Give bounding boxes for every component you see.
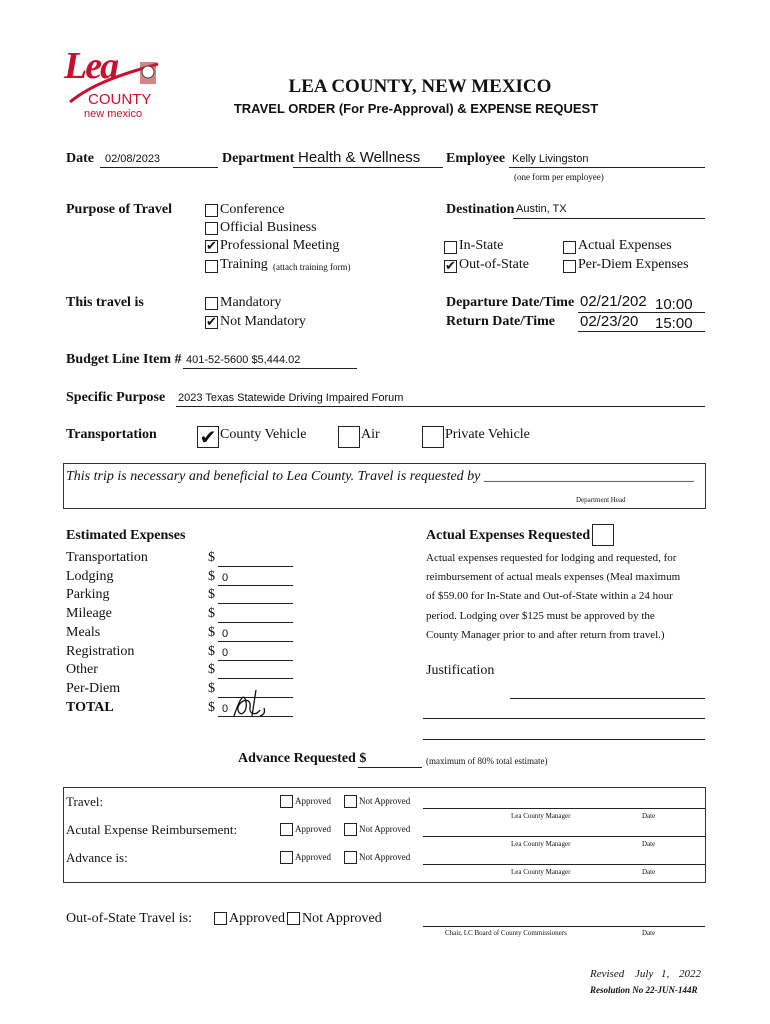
mandatory-checkbox[interactable] — [205, 297, 218, 310]
actual-expenses-checkbox-large[interactable] — [592, 524, 614, 546]
travel-is-label: This travel is — [66, 295, 144, 310]
expense-currency: $ — [208, 681, 215, 696]
date-label: Date — [66, 151, 94, 166]
outofstate-not-approved-checkbox[interactable] — [287, 912, 300, 925]
air-checkbox[interactable] — [338, 426, 360, 448]
private-vehicle-checkbox[interactable] — [422, 426, 444, 448]
advance-requested-label: Advance Requested $ — [238, 751, 367, 766]
specific-purpose-underline — [176, 406, 705, 407]
revised-line — [590, 968, 708, 982]
expense-underline — [218, 660, 293, 661]
logo-county-text: COUNTY — [88, 91, 152, 108]
expense-underline — [218, 622, 293, 623]
return-label: Return Date/Time — [446, 314, 555, 329]
revised-word: Revised — [590, 968, 625, 980]
approval-signature-line — [423, 864, 705, 865]
expense-label-other: Other — [66, 662, 98, 677]
page-title: LEA COUNTY, NEW MEXICO — [288, 76, 552, 97]
perdiem-expenses-checkbox[interactable] — [563, 260, 576, 273]
purpose-training-checkbox[interactable] — [205, 260, 218, 273]
request-statement-box — [63, 463, 706, 509]
approval-approved-checkbox[interactable] — [280, 851, 293, 864]
transportation-label: Transportation — [66, 427, 157, 442]
outofstate-label: Out-of-State — [459, 257, 529, 272]
department-label: Department — [222, 151, 295, 166]
outofstate-travel-label: Out-of-State Travel is: — [66, 911, 192, 926]
departure-label: Departure Date/Time — [446, 295, 575, 310]
expense-underline — [218, 641, 293, 642]
expense-label-registration: Registration — [66, 644, 135, 659]
departure-time[interactable]: 10:00 — [655, 296, 693, 313]
expense-label-mileage: Mileage — [66, 606, 112, 621]
logo-lea-text: Lea — [64, 45, 118, 87]
expense-value[interactable]: 0 — [222, 628, 229, 640]
actual-expenses-text-line: reimbursement of actual meals expenses (Meal maximum — [426, 571, 681, 584]
outofstate-approved-label: Approved — [229, 911, 285, 926]
actual-expenses-text-line: County Manager prior to and after return from travel.) — [426, 628, 665, 641]
expense-currency: $ — [208, 644, 215, 659]
expense-currency: $ — [208, 550, 215, 565]
expense-underline — [218, 678, 293, 679]
expense-label-per-diem: Per-Diem — [66, 681, 121, 696]
expense-label-transportation: Transportation — [66, 550, 148, 565]
destination-label: Destination — [446, 202, 515, 217]
approval-date-label: Date — [642, 812, 656, 820]
actual-expenses-heading: Actual Expenses Requested — [426, 528, 591, 543]
outofstate-checkbox[interactable]: ✔ — [445, 259, 456, 274]
approval-approved-label: Approved — [295, 852, 331, 862]
budget-label: Budget Line Item # — [66, 352, 182, 367]
approval-signature-line — [423, 836, 705, 837]
department-underline — [293, 167, 443, 168]
advance-note: (maximum of 80% total estimate) — [426, 756, 548, 766]
perdiem-expenses-label: Per-Diem Expenses — [578, 257, 689, 272]
purpose-official-business-label: Official Business — [220, 220, 317, 235]
approval-row-label: Advance is: — [66, 850, 128, 865]
expense-label-parking: Parking — [66, 587, 110, 602]
instate-label: In-State — [459, 238, 504, 253]
page-subtitle: TRAVEL ORDER (For Pre-Approval) & EXPENSE REQUEST — [233, 101, 599, 116]
expense-label-lodging: Lodging — [66, 569, 114, 584]
destination-value[interactable]: Austin, TX — [516, 203, 567, 215]
employee-value[interactable]: Kelly Livingston — [512, 153, 589, 165]
private-vehicle-label: Private Vehicle — [445, 427, 530, 442]
actual-expenses-label: Actual Expenses — [578, 238, 672, 253]
instate-checkbox[interactable] — [444, 241, 457, 254]
department-head-label: Department Head — [576, 496, 626, 504]
approval-signer-label: Lea County Manager — [511, 840, 571, 848]
employee-underline — [509, 167, 705, 168]
mandatory-label: Mandatory — [220, 295, 282, 310]
approval-row-label: Travel: — [66, 794, 104, 809]
revised-year: 2022 — [679, 968, 701, 980]
expense-value[interactable]: 0 — [222, 647, 229, 659]
approval-signature-line — [423, 808, 705, 809]
commission-signer-label: Chair, LC Board of County Commissioners — [445, 929, 567, 937]
revised-month: July — [635, 968, 654, 980]
purpose-professional-meeting-label: Professional Meeting — [220, 238, 340, 253]
departure-date[interactable]: 02/21/202 — [580, 293, 647, 310]
approval-approved-label: Approved — [295, 796, 331, 806]
expense-currency: $ — [208, 569, 215, 584]
justification-label: Justification — [426, 663, 495, 678]
date-value[interactable]: 02/08/2023 — [105, 153, 161, 165]
purpose-conference-checkbox[interactable] — [205, 204, 218, 217]
county-vehicle-label: County Vehicle — [220, 427, 307, 442]
approval-date-label: Date — [642, 868, 656, 876]
air-label: Air — [361, 427, 380, 442]
actual-expenses-text-line: period. Lodging over $125 must be approved by the — [426, 609, 655, 622]
approval-not-approved-checkbox[interactable] — [344, 795, 357, 808]
return-underline — [578, 331, 705, 332]
approval-approved-label: Approved — [295, 824, 331, 834]
date-underline — [100, 167, 218, 168]
expense-underline — [218, 566, 293, 567]
approval-not-approved-label: Not Approved — [359, 796, 411, 806]
employee-note: (one form per employee) — [514, 172, 604, 182]
purpose-official-business-checkbox[interactable] — [205, 222, 218, 235]
expense-currency: $ — [208, 700, 215, 715]
expense-currency: $ — [208, 662, 215, 677]
department-value[interactable]: Health & Wellness — [298, 149, 421, 166]
approval-not-approved-checkbox[interactable] — [344, 823, 357, 836]
purpose-conference-label: Conference — [220, 202, 285, 217]
budget-value[interactable]: 401-52-5600 $5,444.02 — [186, 354, 301, 366]
expense-value[interactable]: 0 — [222, 703, 229, 715]
outofstate-not-approved-label: Not Approved — [302, 911, 382, 926]
commission-date-label: Date — [642, 929, 656, 937]
request-statement-text: This trip is necessary and beneficial to Lea County. Travel is requested by ______________________________ — [66, 469, 694, 484]
signature-scribble-icon — [230, 688, 270, 720]
expense-currency: $ — [208, 606, 215, 621]
not-mandatory-label: Not Mandatory — [220, 314, 306, 329]
approval-signer-label: Lea County Manager — [511, 812, 571, 820]
purpose-training-label: Training — [220, 257, 268, 272]
approval-signer-label: Lea County Manager — [511, 868, 571, 876]
revised-day: 1, — [661, 968, 670, 980]
purpose-training-note: (attach training form) — [273, 262, 351, 272]
county-vehicle-checkbox[interactable]: ✔ — [197, 426, 219, 448]
specific-purpose-label: Specific Purpose — [66, 390, 166, 405]
justification-line-2 — [423, 718, 705, 719]
justification-line-1 — [510, 698, 705, 699]
approval-not-approved-label: Not Approved — [359, 824, 411, 834]
advance-underline — [358, 767, 422, 768]
approval-approved-checkbox[interactable] — [280, 795, 293, 808]
destination-underline — [513, 218, 705, 219]
outofstate-approved-checkbox[interactable] — [214, 912, 227, 925]
resolution-number: Resolution No 22-JUN-144R — [590, 985, 698, 995]
commission-signature-line — [423, 926, 705, 927]
budget-underline — [183, 368, 357, 369]
expense-underline — [218, 585, 293, 586]
logo-newmexico-text: new mexico — [84, 108, 143, 120]
approval-date-label: Date — [642, 840, 656, 848]
actual-expenses-checkbox[interactable] — [563, 241, 576, 254]
return-date[interactable]: 02/23/20 — [580, 313, 639, 330]
estimated-expenses-heading: Estimated Expenses — [66, 528, 186, 543]
expense-currency: $ — [208, 587, 215, 602]
not-mandatory-checkbox[interactable]: ✔ — [206, 315, 217, 330]
approval-approved-checkbox[interactable] — [280, 823, 293, 836]
approval-not-approved-label: Not Approved — [359, 852, 411, 862]
expense-currency: $ — [208, 625, 215, 640]
expense-label-meals: Meals — [66, 625, 101, 640]
expense-label-total: TOTAL — [66, 700, 114, 715]
approval-not-approved-checkbox[interactable] — [344, 851, 357, 864]
employee-label: Employee — [446, 151, 506, 166]
return-time[interactable]: 15:00 — [655, 315, 693, 332]
actual-expenses-text-line: of $59.00 for In-State and Out-of-State within a 24 hour — [426, 590, 673, 603]
purpose-label: Purpose of Travel — [66, 202, 173, 217]
expense-value[interactable]: 0 — [222, 572, 229, 584]
approval-row-label: Acutal Expense Reimbursement: — [66, 822, 238, 837]
specific-purpose-value[interactable]: 2023 Texas Statewide Driving Impaired Forum — [178, 392, 404, 404]
justification-line-3 — [423, 739, 705, 740]
purpose-professional-meeting-checkbox[interactable]: ✔ — [206, 239, 217, 254]
expense-underline — [218, 603, 293, 604]
actual-expenses-text-line: Actual expenses requested for lodging and requested, for — [426, 552, 677, 564]
